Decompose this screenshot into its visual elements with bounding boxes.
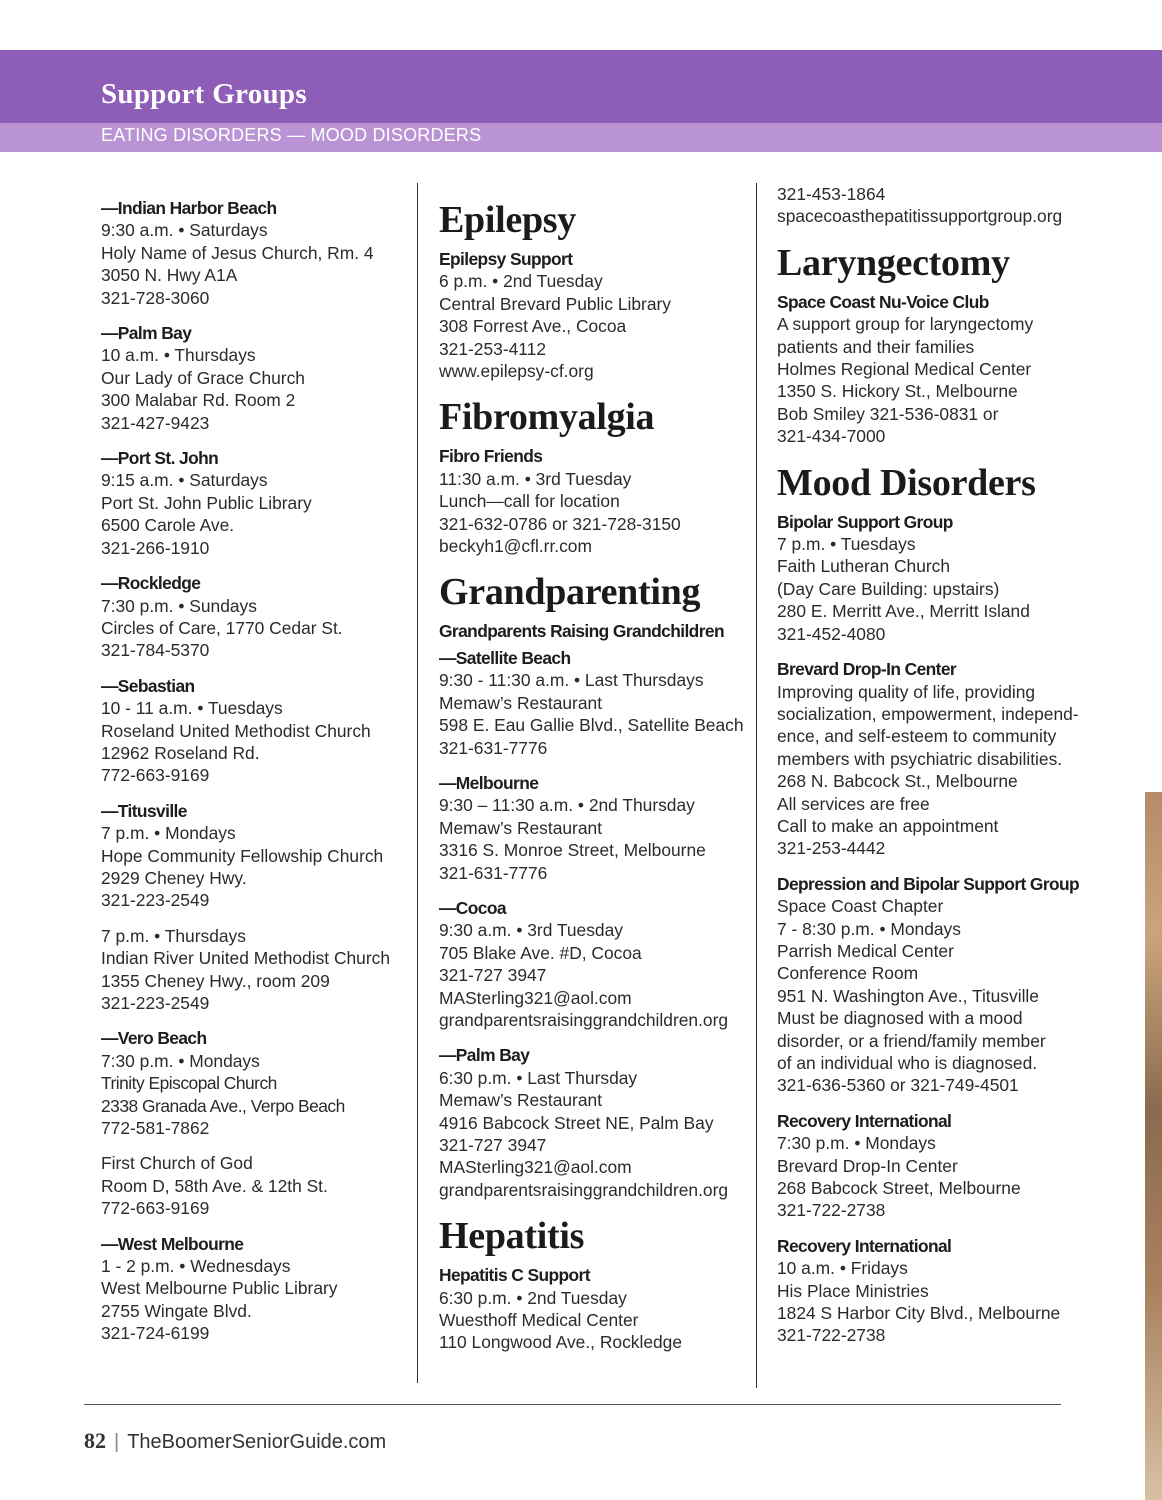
listing-note: of an individual who is diagnosed. [777,1053,1038,1073]
column-1 [101,197,401,1358]
listing-entry [777,183,1097,228]
listing-email: MASterling321@aol.com [439,1157,632,1178]
page-subtitle: EATING DISORDERS — MOOD DISORDERS [101,125,482,145]
listing-venue: Lunch—call for location [439,491,620,512]
listing-time: 7:30 p.m. • Mondays [777,1133,936,1154]
listing-venue: Indian River United Methodist Church [101,948,391,969]
listing-phone: 321-434-7000 [777,426,886,447]
listing-venue: Memaw’s Restaurant [439,1090,603,1111]
group-name: Recovery International [777,1235,952,1256]
section-title-mood-disorders: Mood Disorders [777,461,1036,504]
listing-entry [101,1152,401,1219]
listing-address: 3050 N. Hwy A1A [101,265,238,286]
listing-venue: Trinity Episcopal Church [101,1073,277,1094]
listing-phone: 321-427-9423 [101,412,210,433]
listing-time: 9:15 a.m. • Saturdays [101,470,268,491]
group-name: Epilepsy Support [439,249,573,269]
listing-entry [101,1233,401,1345]
listing-phone: 772-581-7862 [101,1118,210,1139]
listing-time: 9:30 a.m. • 3rd Tuesday [439,920,623,941]
listing-address: 2929 Cheney Hwy. [101,867,247,888]
listing-time: 6 p.m. • 2nd Tuesday [439,271,603,292]
listing-phone: 321-253-4112 [439,338,547,359]
listing-website: spacecoasthepatitissupportgroup.org [777,206,1063,227]
section-title-grandparenting: Grandparenting [439,571,701,614]
listing-address: 4916 Babcock Street NE, Palm Bay [439,1112,714,1133]
listing-time: 10 - 11 a.m. • Tuesdays [101,698,283,719]
listing-website: grandparentsraisinggrandchildren.org [439,1009,729,1030]
listing-venue: Hope Community Fellowship Church [101,845,384,866]
listing-address: 1355 Cheney Hwy., room 209 [101,970,330,991]
listing-venue: Our Lady of Grace Church [101,367,305,388]
column-2 [439,198,744,1367]
listing-note: All services are free [777,793,930,814]
listing-phone: 321-722-2738 [777,1325,886,1346]
page-number: 82 [84,1428,106,1453]
listing-time: 7 p.m. • Mondays [101,823,236,844]
listing-entry [101,447,401,559]
listing-venue: Wuesthoff Medical Center [439,1310,639,1331]
listing-time: 7 - 8:30 p.m. • Mondays [777,918,961,939]
listing-email: MASterling321@aol.com [439,987,632,1008]
listing-location: —Sebastian [101,675,195,696]
listing-address: 1824 S Harbor City Blvd., Melbourne [777,1303,1061,1324]
listing-venue: First Church of God [101,1153,253,1174]
listing-venue: Port St. John Public Library [101,492,312,513]
listing-entry [777,658,1097,860]
listing-venue: Circles of Care, 1770 Cedar St. [101,617,343,638]
listing-address: Room D, 58th Ave. & 12th St. [101,1175,328,1196]
listing-address: 110 Longwood Ave., Rockledge [439,1332,683,1353]
listing-time: 10 a.m. • Thursdays [101,345,256,366]
listing-venue: Faith Lutheran Church [777,556,951,577]
listing-time: 10 a.m. • Fridays [777,1258,908,1279]
group-name: Grandparents Raising Grandchildren [439,621,724,642]
group-name: Brevard Drop-In Center [777,659,957,680]
listing-venue: Memaw’s Restaurant [439,817,603,838]
page-title: Support Groups [101,78,307,110]
listing-chapter: Space Coast Chapter [777,896,944,917]
column-3 [777,183,1097,1360]
listing-entry [101,197,401,309]
footer [84,1428,386,1454]
section-title-fibromyalgia: Fibromyalgia [439,396,655,439]
group-name: Bipolar Support Group [777,511,953,532]
listing-address: 268 Babcock Street, Melbourne [777,1178,1021,1199]
listing-address: 3316 S. Monroe Street, Melbourne [439,840,706,861]
listing-time: 7:30 p.m. • Mondays [101,1050,260,1071]
listing-phone: 321-223-2549 [101,993,210,1013]
listing-address: 598 E. Eau Gallie Blvd., Satellite Beach [439,715,744,736]
listing-location: —Indian Harbor Beach [101,198,277,218]
listing-description: patients and their families [777,336,975,357]
listing-description: ence, and self-esteem to community [777,726,1057,747]
listing-note: Call to make an appointment [777,815,999,836]
listing-venue: Central Brevard Public Library [439,293,671,314]
listing-phone: 321-631-7776 [439,862,548,883]
listing-description: A support group for laryngectomy [777,314,1034,335]
listing-entry [101,322,401,434]
listing-venue: West Melbourne Public Library [101,1278,338,1299]
listing-venue: Parrish Medical Center [777,940,954,961]
listing-description: Improving quality of life, providing [777,681,1036,702]
listing-location: —Cocoa [439,897,506,918]
listing-website: grandparentsraisinggrandchildren.org [439,1179,729,1200]
listing-phone: 321-632-0786 or 321-728-3150 [439,513,681,534]
group-name: Depression and Bipolar Support Group [777,873,1080,894]
listing-location: —Port St. John [101,448,219,469]
listing-phone: 321-784-5370 [101,640,210,661]
listing-address: 280 E. Merritt Ave., Merritt Island [777,601,1030,622]
listing-phone: 321-724-6199 [101,1323,210,1344]
listing-venue: Holy Name of Jesus Church, Rm. 4 [101,242,374,263]
listing-note: disorder, or a friend/family member [777,1030,1046,1051]
listing-venue: Roseland United Methodist Church [101,720,371,741]
listing-phone: 321-727 3947 [439,965,547,986]
listing-time: 7:30 p.m. • Sundays [101,595,257,616]
listing-note: (Day Care Building: upstairs) [777,578,1000,599]
listing-entry [777,1110,1097,1222]
footer-separator: | [114,1431,120,1453]
listing-email: beckyh1@cfl.rr.com [439,536,592,557]
listing-entry [777,291,1097,448]
column-divider [756,183,757,1388]
listing-address: 2755 Wingate Blvd. [101,1300,252,1321]
listing-time: 9:30 – 11:30 a.m. • 2nd Thursday [439,795,695,816]
listing-entry [101,800,401,912]
listing-time: 1 - 2 p.m. • Wednesdays [101,1256,291,1277]
section-title-epilepsy: Epilepsy [439,199,576,241]
listing-entry [439,1264,744,1354]
listing-address: 1350 S. Hickory St., Melbourne [777,381,1018,402]
listing-phone: 321-452-4080 [777,623,886,644]
listing-time: 7 p.m. • Thursdays [101,925,246,946]
listing-phone: 321-253-4442 [777,838,886,859]
footer-rule [84,1404,1061,1405]
listing-phone: 321-727 3947 [439,1135,547,1155]
listing-venue: Brevard Drop-In Center [777,1155,958,1176]
listing-phone: 321-728-3060 [101,287,210,308]
listing-address: 705 Blake Ave. #D, Cocoa [439,942,642,963]
listing-venue: Holmes Regional Medical Center [777,359,1032,380]
listing-phone: 321-722-2738 [777,1200,886,1221]
listing-description: members with psychiatric disabilities. [777,748,1063,769]
listing-entry [439,897,744,1031]
listing-phone: 321-636-5360 or 321-749-4501 [777,1075,1019,1096]
listing-phone: 772-663-9169 [101,765,210,786]
listing-time: 9:30 a.m. • Saturdays [101,220,268,241]
section-title-hepatitis: Hepatitis [439,1215,585,1258]
listing-contact: Bob Smiley 321-536-0831 or [777,403,999,424]
listing-address: 951 N. Washington Ave., Titusville [777,985,1039,1006]
listing-location: —Titusville [101,800,187,821]
listing-room: Conference Room [777,963,919,984]
listing-time: 6:30 p.m. • Last Thursday [439,1067,638,1088]
listing-website: www.epilepsy-cf.org [439,361,594,382]
listing-venue: His Place Ministries [777,1280,929,1301]
listing-entry [777,511,1097,645]
listing-location: —Melbourne [439,772,539,793]
listing-entry [439,647,744,759]
listing-address: 12962 Roseland Rd. [101,742,260,763]
listing-entry [439,445,744,557]
listing-time: 11:30 a.m. • 3rd Tuesday [439,468,632,489]
listing-address: 6500 Carole Ave. [101,515,235,536]
listing-phone: 321-453-1864 [777,184,886,204]
listing-location: —Satellite Beach [439,647,571,668]
listing-address: 300 Malabar Rd. Room 2 [101,390,296,411]
listing-time: 7 p.m. • Tuesdays [777,534,916,555]
listing-entry [439,248,744,382]
photo-edge [1145,792,1162,1500]
listing-location: —Rockledge [101,573,201,594]
listing-address: 308 Forrest Ave., Cocoa [439,316,627,337]
listing-phone: 321-266-1910 [101,537,210,558]
listing-time: 9:30 - 11:30 a.m. • Last Thursdays [439,670,704,691]
listing-address: 268 N. Babcock St., Melbourne [777,771,1018,792]
listing-entry [101,572,401,662]
listing-location: —West Melbourne [101,1233,244,1254]
listing-location: —Vero Beach [101,1028,207,1049]
listing-entry [101,1027,401,1139]
listing-entry [101,925,401,1015]
listing-phone: 321-631-7776 [439,737,548,758]
listing-time: 6:30 p.m. • 2nd Tuesday [439,1287,627,1308]
listing-address: 2338 Granada Ave., Verpo Beach [101,1095,345,1116]
listing-location: —Palm Bay [439,1045,530,1066]
listing-location: —Palm Bay [101,323,192,344]
listing-entry [777,873,1097,1097]
listing-entry [777,1235,1097,1347]
listing-venue: Memaw’s Restaurant [439,692,603,713]
listing-phone: 772-663-9169 [101,1198,210,1219]
group-name: Recovery International [777,1110,952,1131]
listing-entry [439,1044,744,1201]
listing-entry [101,675,401,787]
listing-phone: 321-223-2549 [101,890,210,911]
footer-website: TheBoomerSeniorGuide.com [127,1431,387,1453]
column-divider [417,183,418,1383]
group-name: Space Coast Nu-Voice Club [777,291,989,312]
listing-entry [439,772,744,884]
section-title-laryngectomy: Laryngectomy [777,241,1010,284]
group-name: Hepatitis C Support [439,1265,590,1286]
listing-description: socialization, empowerment, independ- [777,703,1079,724]
group-name: Fibro Friends [439,446,543,467]
listing-note: Must be diagnosed with a mood [777,1008,1023,1029]
